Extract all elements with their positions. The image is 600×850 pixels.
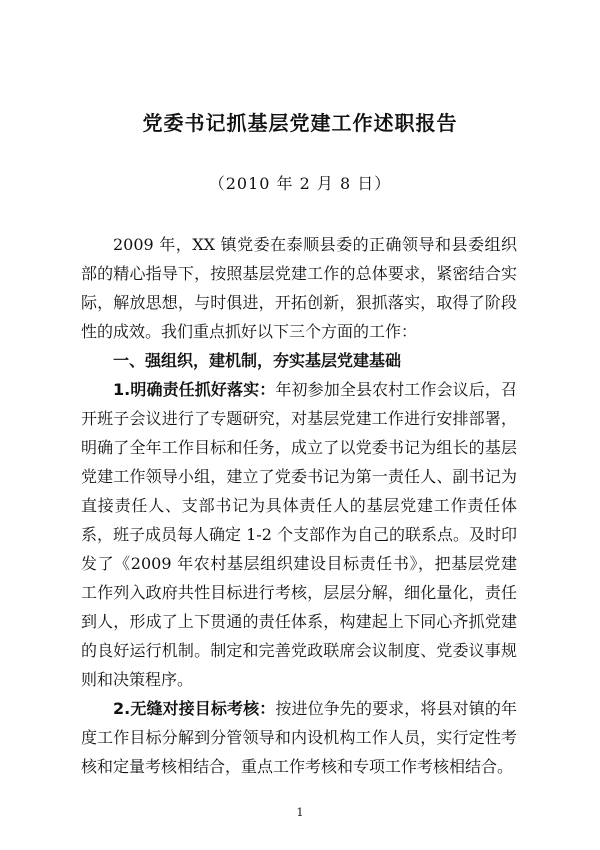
intro-paragraph: 2009 年，XX 镇党委在泰顺县委的正确领导和县委组织部的精心指导下，按照基层党建工作的总体要求，紧密结合实际，解放思想，与时俱进，开拓创新，狠抓落实，取得了阶段性的成效。我们重点抓好以下三个方面的工作： — [81, 235, 517, 341]
document-title: 党委书记抓基层党建工作述职报告 — [142, 111, 458, 135]
page-number: 1 — [296, 806, 304, 819]
item-2-paragraph — [81, 694, 517, 781]
document-date: （2010 年 2 月 8 日） — [208, 174, 392, 193]
item-2-body: 按进位争先的要求，将县对镇的年度工作目标分解到分管领导和内设机构工作人员，实行定性考核和定量考核相结合，重点工作考核和专项工作考核相结合。 — [81, 699, 517, 776]
document-body — [81, 230, 517, 781]
item-1-paragraph — [81, 375, 517, 694]
section-heading: 一、强组织，建机制，夯实基层党建基础 — [113, 351, 402, 370]
item-1-body: 年初参加全县农村工作会议后，召开班子会议进行了专题研究，对基层党建工作进行安排部署，明确了全年工作目标和任务，成立了以党委书记为组长的基层党建工作领导小组，建立了党委书记为第一责任人、副书记为直接责任人、支部书记为具体责任人的基层党建工作责任体系，班子成员每人确定 1-2 个支部作为自己的联系点。及时印发了《2009 年农村基层组织建设目标责任书》，把基层党建工作列入政府共性目标进行考核，层层分解，细化量化，责任到人，形成了上下贯通的责任体系，构建起上下同心齐抓党建的良好运行机制。制定和完善党政联席会议制度、党委议事规则和决策程序。 — [81, 380, 517, 689]
item-2-title: 2.无缝对接目标考核： — [113, 699, 276, 718]
item-1-title: 1.明确责任抓好落实： — [113, 380, 276, 399]
